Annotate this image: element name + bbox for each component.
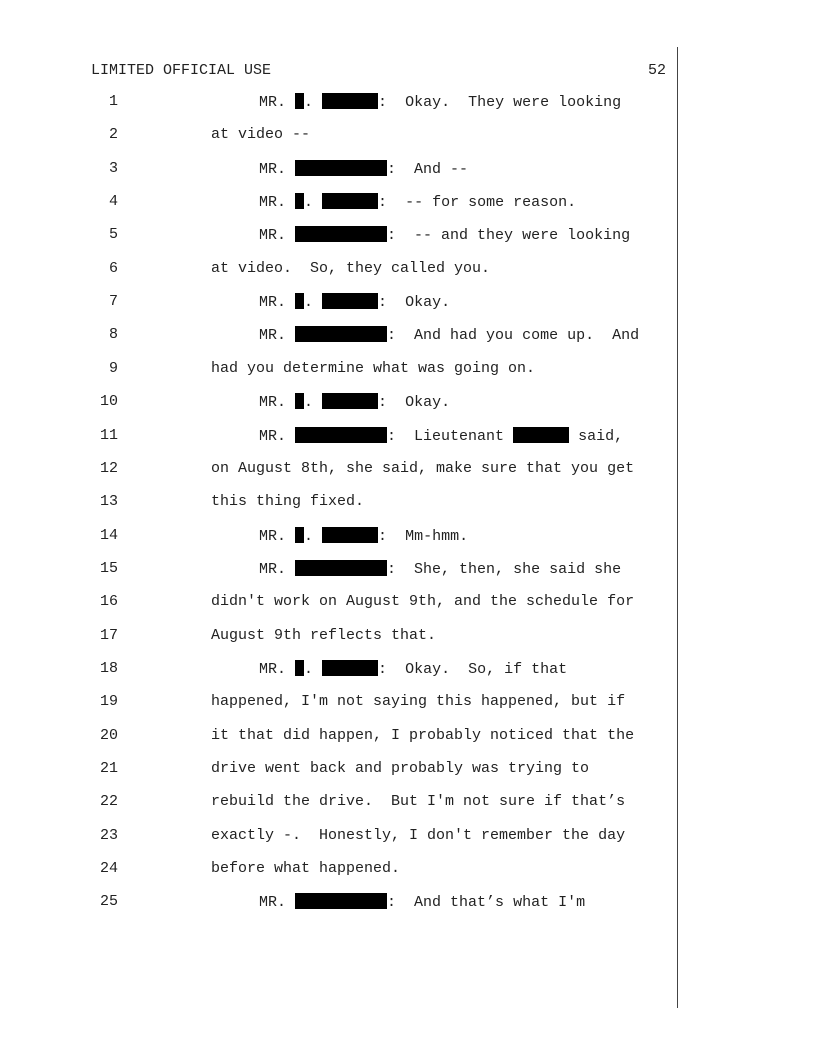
transcript-line <box>0 126 816 148</box>
redaction-box <box>295 93 304 109</box>
continuation-text <box>211 126 310 143</box>
speaker-line-text <box>259 560 621 578</box>
line-number: 3 <box>108 159 118 177</box>
spoken-text: And had you come up. And <box>414 327 640 345</box>
redaction-box <box>295 160 387 176</box>
line-number: 20 <box>99 726 118 744</box>
spoken-text: it that did happen, I probably noticed that the <box>211 726 635 744</box>
page-number: 52 <box>647 62 666 79</box>
speaker-label: MR. . : <box>259 394 388 412</box>
transcript-line <box>0 627 816 649</box>
spoken-text: -- and they were looking <box>414 227 631 245</box>
spoken-text: didn't work on August 9th, and the schedule for <box>211 593 635 611</box>
spoken-text: Okay. <box>405 294 451 312</box>
transcript-line <box>0 360 816 382</box>
transcript-line <box>0 293 816 315</box>
spoken-text: Okay. So, if that <box>405 660 568 678</box>
transcript-line <box>0 727 816 749</box>
continuation-text <box>211 627 436 644</box>
speaker-line-text <box>259 660 567 678</box>
spoken-text: at video -- <box>211 126 311 144</box>
redaction-box <box>295 293 304 309</box>
continuation-text <box>211 860 400 877</box>
speaker-line-text <box>259 226 630 244</box>
line-number: 6 <box>108 259 118 277</box>
speaker-label: MR. . : <box>259 194 388 212</box>
redaction-box <box>295 326 387 342</box>
redaction-box <box>295 427 387 443</box>
spoken-text: August 9th reflects that. <box>211 626 437 644</box>
line-number: 4 <box>108 193 118 211</box>
transcript-line <box>0 393 816 415</box>
spoken-text: And that’s what I'm <box>414 894 586 912</box>
transcript-line <box>0 560 816 582</box>
continuation-text <box>211 827 625 844</box>
redaction-box <box>322 660 378 676</box>
spoken-text: -- for some reason. <box>405 194 577 212</box>
continuation-text <box>211 460 634 477</box>
speaker-label: MR. : <box>259 894 397 912</box>
speaker-label: MR. . : <box>259 294 388 312</box>
continuation-text <box>211 727 634 744</box>
continuation-text <box>211 493 364 510</box>
redaction-box <box>295 893 387 909</box>
speaker-label: MR. : <box>259 560 397 578</box>
transcript-line <box>0 226 816 248</box>
transcript-line <box>0 93 816 115</box>
spoken-text: Okay. <box>405 394 451 412</box>
continuation-text <box>211 593 634 610</box>
line-number: 23 <box>99 826 118 844</box>
redaction-box <box>295 193 304 209</box>
transcript-line <box>0 693 816 715</box>
spoken-text: before what happened. <box>211 860 401 878</box>
speaker-label: MR. : <box>259 427 397 445</box>
speaker-line-text <box>259 393 450 411</box>
speaker-line-text <box>259 193 576 211</box>
redaction-box <box>322 193 378 209</box>
line-number: 2 <box>108 126 118 144</box>
spoken-text: Mm-hmm. <box>405 527 469 545</box>
spoken-text: drive went back and probably was trying to <box>211 760 590 777</box>
line-number: 13 <box>99 493 118 511</box>
spoken-text: had you determine what was going on. <box>211 359 536 377</box>
continuation-text <box>211 360 535 377</box>
line-number: 19 <box>99 693 118 711</box>
spoken-text: Okay. They were looking <box>405 94 622 111</box>
transcript-line <box>0 527 816 549</box>
speaker-label: MR. : <box>259 160 397 178</box>
line-number: 15 <box>99 559 118 577</box>
spoken-text: at video. So, they called you. <box>211 259 491 277</box>
speaker-line-text <box>259 293 450 311</box>
spoken-text: Lieutenant said, <box>414 427 624 445</box>
line-number: 14 <box>99 526 118 544</box>
transcript-line <box>0 660 816 682</box>
speaker-line-text <box>259 160 468 178</box>
line-number: 21 <box>99 760 118 777</box>
speaker-line-text <box>259 893 585 911</box>
transcript-line <box>0 760 816 782</box>
redaction-box <box>513 427 569 443</box>
continuation-text <box>211 260 490 277</box>
redaction-box <box>322 93 378 109</box>
speaker-line-text <box>259 326 639 344</box>
transcript-line <box>0 793 816 815</box>
spoken-text: She, then, she said she <box>414 560 622 578</box>
speaker-line-text <box>259 427 623 445</box>
redaction-box <box>322 393 378 409</box>
speaker-label: MR. : <box>259 227 397 245</box>
transcript-line <box>0 593 816 615</box>
speaker-label: MR. . : <box>259 527 388 545</box>
line-number: 25 <box>99 893 118 911</box>
transcript-line <box>0 260 816 282</box>
speaker-label: MR. : <box>259 327 397 345</box>
transcript-line <box>0 193 816 215</box>
continuation-text <box>211 793 625 810</box>
classification-header: LIMITED OFFICIAL USE <box>91 62 272 79</box>
redaction-box <box>322 293 378 309</box>
line-number: 18 <box>99 659 118 677</box>
line-number: 8 <box>108 326 118 344</box>
line-number: 22 <box>99 793 118 811</box>
redaction-box <box>295 660 304 676</box>
line-number: 17 <box>99 626 118 644</box>
transcript-line <box>0 893 816 915</box>
speaker-label: MR. . : <box>259 660 388 678</box>
speaker-line-text <box>259 527 468 545</box>
line-number: 1 <box>108 93 118 110</box>
spoken-text: this thing fixed. <box>211 493 365 511</box>
spoken-text: happened, I'm not saying this happened, but if <box>211 693 626 711</box>
continuation-text <box>211 693 625 710</box>
line-number: 24 <box>99 860 118 878</box>
line-number: 7 <box>108 293 118 311</box>
line-number: 16 <box>99 593 118 611</box>
spoken-text: on August 8th, she said, make sure that you get <box>211 459 635 477</box>
transcript-line <box>0 827 816 849</box>
line-number: 5 <box>108 226 118 244</box>
redaction-box <box>295 393 304 409</box>
redaction-box <box>295 560 387 576</box>
spoken-text: exactly -. Honestly, I don't remember the day <box>211 826 626 844</box>
spoken-text: rebuild the drive. But I'm not sure if that’s <box>211 793 626 811</box>
transcript-line <box>0 460 816 482</box>
line-number: 9 <box>108 359 118 377</box>
transcript-line <box>0 860 816 882</box>
line-number: 10 <box>99 393 118 411</box>
redaction-box <box>295 527 304 543</box>
line-number: 11 <box>99 426 118 444</box>
speaker-label: MR. . : <box>259 94 388 111</box>
continuation-text <box>211 760 589 777</box>
speaker-line-text <box>259 93 621 111</box>
redaction-box <box>295 226 387 242</box>
transcript-line <box>0 427 816 449</box>
redaction-box <box>322 527 378 543</box>
transcript-line <box>0 326 816 348</box>
spoken-text: And -- <box>414 160 469 178</box>
transcript-line <box>0 493 816 515</box>
transcript-line <box>0 160 816 182</box>
line-number: 12 <box>99 459 118 477</box>
